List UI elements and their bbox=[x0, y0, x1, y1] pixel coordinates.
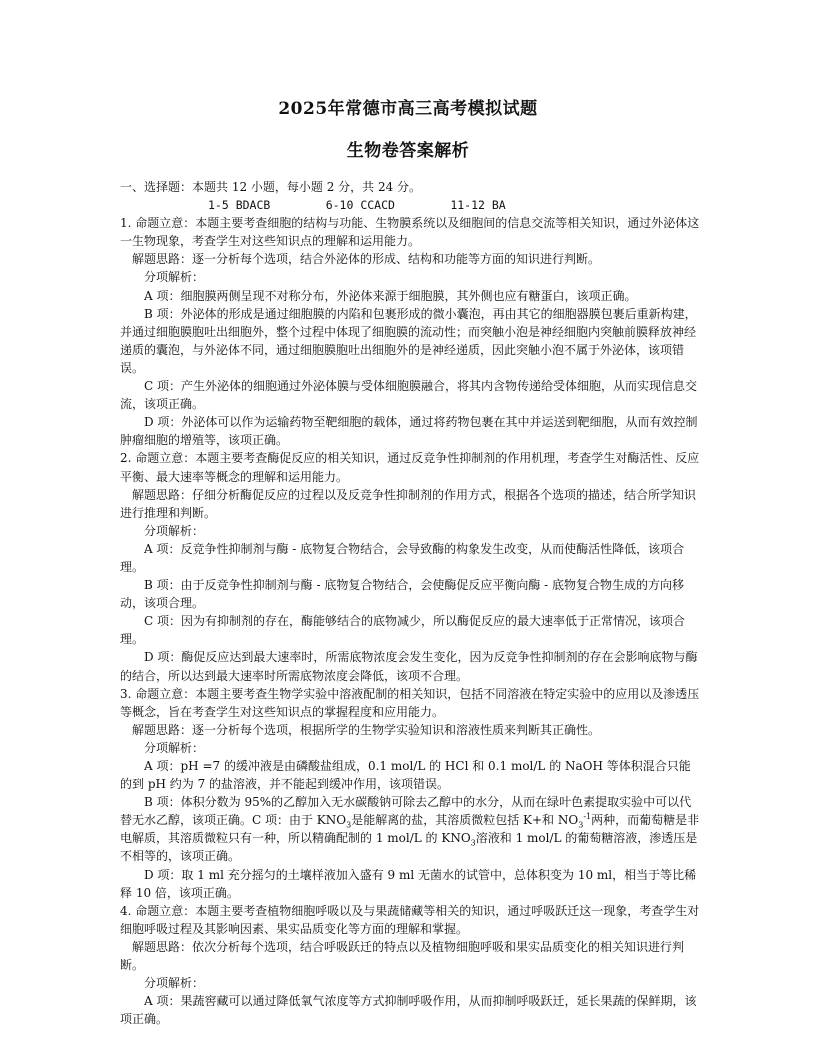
q2-option-b: B 项：由于反竞争性抑制剂与酶 - 底物复合物结合，会使酶促反应平衡向酶 - 底物复合物生成的方向移动，该项合理。 bbox=[120, 578, 685, 611]
page-subtitle: 生物卷答案解析 bbox=[346, 141, 470, 161]
q3-option-b bbox=[120, 793, 700, 865]
subscript: 3 bbox=[578, 820, 584, 830]
q3-approach: 解题思路：逐一分析每个选项，根据所学的生物学实验知识和溶液性质来判断其正确性。 bbox=[132, 722, 601, 737]
page-title: 2025年常德市高三高考模拟试题 bbox=[278, 99, 538, 119]
q4-option-a: A 项：果蔬窖藏可以通过降低氧气浓度等方式抑制呼吸作用，从而抑制呼吸跃迁，延长果蔬的保鲜期，该项正确。 bbox=[120, 994, 697, 1027]
q3-option-a: A 项：pH =7 的缓冲液是由磷酸盐组成，0.1 mol/L 的 HCl 和 0.1 mol/L 的 NaOH 等体积混合只能的到 pH 约为 7 的盐溶液，并不能起到缓冲作用，该项错误。 bbox=[120, 759, 691, 792]
q1-intent: 1. 命题立意：本题主要考查细胞的结构与功能、生物膜系统以及细胞间的信息交流等相关知识，通过外泌体这一生物现象，考查学生对这些知识点的理解和运用能力。 bbox=[120, 216, 700, 249]
q2-analysis-label: 分项解析： bbox=[144, 523, 205, 538]
answer-key: 1-5 BDACB 6-10 CCACD 11-12 BA bbox=[208, 198, 506, 213]
q1-option-b: B 项：外泌体的形成是通过细胞膜的内陷和包裹形成的微小囊泡，再由其它的细胞器膜包裹后重新构建，并通过细胞膜胞吐出细胞外，整个过程中体现了细胞膜的流动性；而突触小泡是神经细胞内突触前膜释放神经递质的囊泡，与外泌体不同，通过细胞膜胞吐出细胞外的是神经递质，因此突触小泡不属于外泌体，该项错误。 bbox=[120, 306, 697, 375]
q1-approach: 解题思路：逐一分析每个选项，结合外泌体的形成、结构和功能等方面的知识进行判断。 bbox=[132, 252, 601, 267]
q3-b-text-3: 两种，而葡萄糖是非电解质，其溶质微粒只有一种，所以精确配制的 1 mol/L 的 KNO bbox=[120, 813, 700, 846]
q2-intent: 2. 命题立意：本题主要考查酶促反应的相关知识，通过反竞争性抑制剂的作用机理，考查学生对酶活性、反应平衡、最大速率等概念的理解和运用能力。 bbox=[120, 451, 700, 484]
q3-analysis-label: 分项解析： bbox=[144, 740, 205, 755]
subscript: 3 bbox=[470, 838, 476, 848]
q3-b-text-2: 是能解离的盐，其溶质微粒包括 K+和 NO bbox=[351, 813, 579, 828]
q1-option-a: A 项：细胞膜两侧呈现不对称分布，外泌体来源于细胞膜，其外侧也应有糖蛋白，该项正确。 bbox=[144, 288, 637, 303]
q3-intent: 3. 命题立意：本题主要考查生物学实验中溶液配制的相关知识，包括不同溶液在特定实验中的应用以及渗透压等概念，旨在考查学生对这些知识点的掌握程度和应用能力。 bbox=[120, 686, 700, 719]
q2-option-a: A 项：反竞争性抑制剂与酶 - 底物复合物结合，会导致酶的构象发生改变，从而使酶活性降低，该项合理。 bbox=[120, 541, 685, 574]
q4-analysis-label: 分项解析： bbox=[144, 976, 205, 991]
q2-approach: 解题思路：仔细分析酶促反应的过程以及反竞争性抑制剂的作用方式，根据各个选项的描述，结合所学知识进行推理和判断。 bbox=[120, 487, 697, 520]
section-header: 一、选择题：本题共 12 小题，每小题 2 分，共 24 分。 bbox=[120, 180, 422, 194]
q4-approach: 解题思路：依次分析每个选项，结合呼吸跃迁的特点以及植物细胞呼吸和果实品质变化的相关知识进行判断。 bbox=[120, 939, 685, 973]
subscript: 3 bbox=[346, 820, 352, 830]
q3-b-text-1: B 项：体积分数为 95%的乙醇加入无水碳酸钠可除去乙醇中的水分，从而在绿叶色素提取实验中可以代替无水乙醇，该项正确。C 项：由于 KNO bbox=[120, 795, 692, 828]
q4-intent: 4. 命题立意：本题主要考查植物细胞呼吸以及与果蔬储藏等相关的知识，通过呼吸跃迁这一现象，考查学生对细胞呼吸过程及其影响因素、果实品质变化等方面的理解和掌握。 bbox=[120, 903, 700, 936]
q1-option-d: D 项：外泌体可以作为运输药物至靶细胞的载体，通过将药物包裹在其中并运送到靶细胞，从而有效控制肿瘤细胞的增殖等，该项正确。 bbox=[120, 415, 698, 448]
q2-option-d: D 项：酶促反应达到最大速率时，所需底物浓度会发生变化，因为反竞争性抑制剂的存在会影响底物与酶的结合，所以达到最大速率时所需底物浓度会降低，该项不合理。 bbox=[120, 650, 698, 683]
document-body bbox=[120, 178, 700, 1028]
superscript: -1 bbox=[583, 812, 592, 822]
q3-b-text-4: 溶液和 1 mol/L 的葡萄糖溶液，渗透压是不相等的，该项正确。 bbox=[120, 831, 698, 864]
q2-option-c: C 项：因为有抑制剂的存在，酶能够结合的底物减少，所以酶促反应的最大速率低于正常情况，该项合理。 bbox=[120, 614, 686, 647]
q3-option-d: D 项：取 1 ml 充分摇匀的土壤样液加入盛有 9 ml 无菌水的试管中，总体积变为 10 ml，相当于等比稀释 10 倍，该项正确。 bbox=[120, 867, 697, 900]
q1-option-c: C 项：产生外泌体的细胞通过外泌体膜与受体细胞膜融合，将其内含物传递给受体细胞，从而实现信息交流，该项正确。 bbox=[120, 379, 698, 412]
q1-analysis-label: 分项解析： bbox=[144, 270, 205, 285]
